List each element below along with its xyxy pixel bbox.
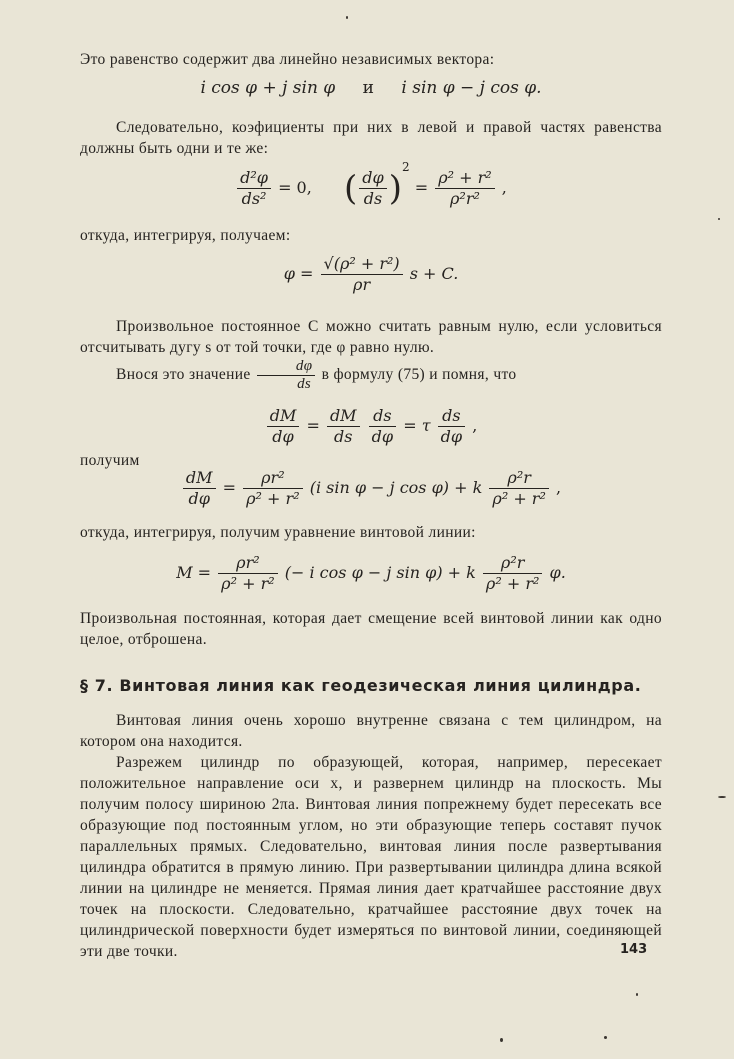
chain-d-num: ds <box>438 406 465 427</box>
rho-r-numerator: ρ² + r² <box>435 168 494 189</box>
helix-f2 <box>483 553 542 594</box>
substitute-paragraph <box>80 358 662 393</box>
section-heading: § 7. Винтовая линия как геодезическая линия цилиндра. <box>80 676 642 695</box>
chain-a-num: dM <box>267 406 300 427</box>
chain-comma: , <box>472 416 478 435</box>
vector-right: i sin φ − j cos φ. <box>401 78 542 98</box>
vector-left: i cos φ + j sin φ <box>200 78 336 98</box>
deriv-f2 <box>489 468 548 509</box>
scan-speck <box>346 16 348 19</box>
substitute-fraction <box>257 358 316 393</box>
constant-paragraph: Произвольное постоянное C можно считать равным нулю, если условиться отсчитывать дугу s от той точки, где φ равно нулю. <box>80 318 662 356</box>
chain-c-den: dφ <box>371 427 394 446</box>
scan-speck <box>718 218 720 220</box>
substitute-before: Внося это значение <box>116 366 251 384</box>
scan-speck <box>604 1036 607 1039</box>
helix-f1-den: ρ² + r² <box>221 574 275 593</box>
ds2-denominator: ds² <box>241 189 267 208</box>
substitute-after: в формулу (75) и помня, что <box>321 366 517 384</box>
ds-denominator: ds <box>363 189 383 208</box>
helix-lhs: M = <box>176 563 212 582</box>
square-exponent: 2 <box>402 160 410 174</box>
scan-speck <box>718 796 726 798</box>
section-paragraph-2: Разрежем цилиндр по образующей, которая, например, пересекает положительное направление оси x, и развернем цилиндр на плоскость. Мы получим полосу шириною 2πa. Винтовая линия попрежнему будет пересекать все образующие под постоянным углом, но эти образующие теперь составят пучок параллельных прямых. Следовательно, винтовая линия после развертывания цилиндра обратится в прямую линию. При развертывании цилиндра длина всякой линии на цилиндре не меняется. Прямая линия дает кратчайшее расстояние двух точек на плоскости. Следовательно, кратчайшее расстояние двух точек на цилиндрической поверхности будет измеряться по винтовой линии, соединяющей эти две точки. <box>80 754 662 960</box>
obtain-word: получим <box>80 452 140 469</box>
deriv-lhs-den: dφ <box>188 489 210 508</box>
vector-conjunction: и <box>362 78 374 98</box>
phi-denominator: ρr <box>353 275 371 294</box>
dropped-constant-paragraph: Произвольная постоянная, которая дает смещение всей винтовой линии как одно целое, отброшена. <box>80 610 662 648</box>
coef-paragraph: Следовательно, коэфициенты при них в левой и правой частях равенства должны быть одни и те же: <box>80 119 662 157</box>
chain-d-den: dφ <box>440 427 463 446</box>
equals-sign: = <box>414 178 429 197</box>
d2phi-ds2-fraction <box>237 168 271 209</box>
chain-equals: = <box>306 416 320 435</box>
second-derivative-equation: $\frac{\text{d²φ}}{\text{ds²}}$ = 0, ( $\frac{d\varphi}{ds}$ )$^2$ = $\frac{\text{ρ² + r²}}{\text{ρ²r²}}$ , <box>80 160 662 209</box>
chain-b-den: ds <box>334 427 353 446</box>
deriv-f1-num: ρr² <box>243 468 302 489</box>
deriv-f2-den: ρ² + r² <box>492 489 546 508</box>
helix-tail: φ. <box>549 563 566 582</box>
phi-equation <box>80 254 662 295</box>
deriv-comma: , <box>555 478 562 497</box>
deriv-f1 <box>243 468 302 509</box>
phi-tail: s + C. <box>409 264 459 283</box>
intro-paragraph: Это равенство содержит два линейно независимых вектора: <box>80 51 495 68</box>
helix-intro-paragraph: откуда, интегрируя, получим уравнение винтовой линии: <box>80 524 476 541</box>
helix-f2-num: ρ²r <box>483 553 542 574</box>
helix-f1-num: ρr² <box>218 553 277 574</box>
helix-middle: (− i cos φ − j sin φ) + k <box>284 563 476 582</box>
integrate-paragraph: откуда, интегрируя, получаем: <box>80 227 291 244</box>
rho-r-denominator: ρ²r² <box>450 189 480 208</box>
deriv-f2-num: ρ²r <box>489 468 548 489</box>
deriv-lhs <box>183 468 216 509</box>
scan-speck <box>500 1038 503 1042</box>
dphi-ds-fraction <box>359 168 386 209</box>
chain-c-num: ds <box>369 406 396 427</box>
derivative-equation <box>80 468 662 509</box>
dphi-numerator: dφ <box>359 168 386 189</box>
page-number: 143 <box>620 942 648 957</box>
rho-r-fraction <box>435 168 494 209</box>
d2phi-numerator: d²φ <box>237 168 271 189</box>
section-paragraph-1: Винтовая линия очень хорошо внутренне связана с тем цилиндром, на котором она находится. <box>80 712 662 750</box>
chain-rule-equation <box>80 406 662 447</box>
chain-a-den: dφ <box>272 427 294 446</box>
phi-lhs: φ = <box>283 264 314 283</box>
zero-term: = 0, <box>278 178 312 197</box>
helix-equation <box>80 553 662 594</box>
helix-f1 <box>218 553 277 594</box>
scan-speck <box>636 993 638 996</box>
chain-d <box>438 406 465 447</box>
chain-b <box>327 406 360 447</box>
chain-tau: = τ <box>403 416 431 435</box>
chain-c <box>369 406 396 447</box>
equation-comma: , <box>501 178 507 197</box>
chain-b-num: dM <box>327 406 360 427</box>
deriv-lhs-num: dM <box>183 468 216 489</box>
substitute-frac-num: dφ <box>257 358 316 376</box>
helix-f2-den: ρ² + r² <box>485 574 540 593</box>
deriv-middle: (i sin φ − j cos φ) + k <box>309 478 483 497</box>
substitute-frac-den: ds <box>297 376 312 392</box>
vectors-line <box>80 78 662 98</box>
phi-fraction <box>321 254 403 295</box>
deriv-f1-den: ρ² + r² <box>246 489 300 508</box>
phi-numerator: √(ρ² + r²) <box>321 254 403 275</box>
deriv-equals: = <box>222 478 237 497</box>
chain-a <box>267 406 300 447</box>
